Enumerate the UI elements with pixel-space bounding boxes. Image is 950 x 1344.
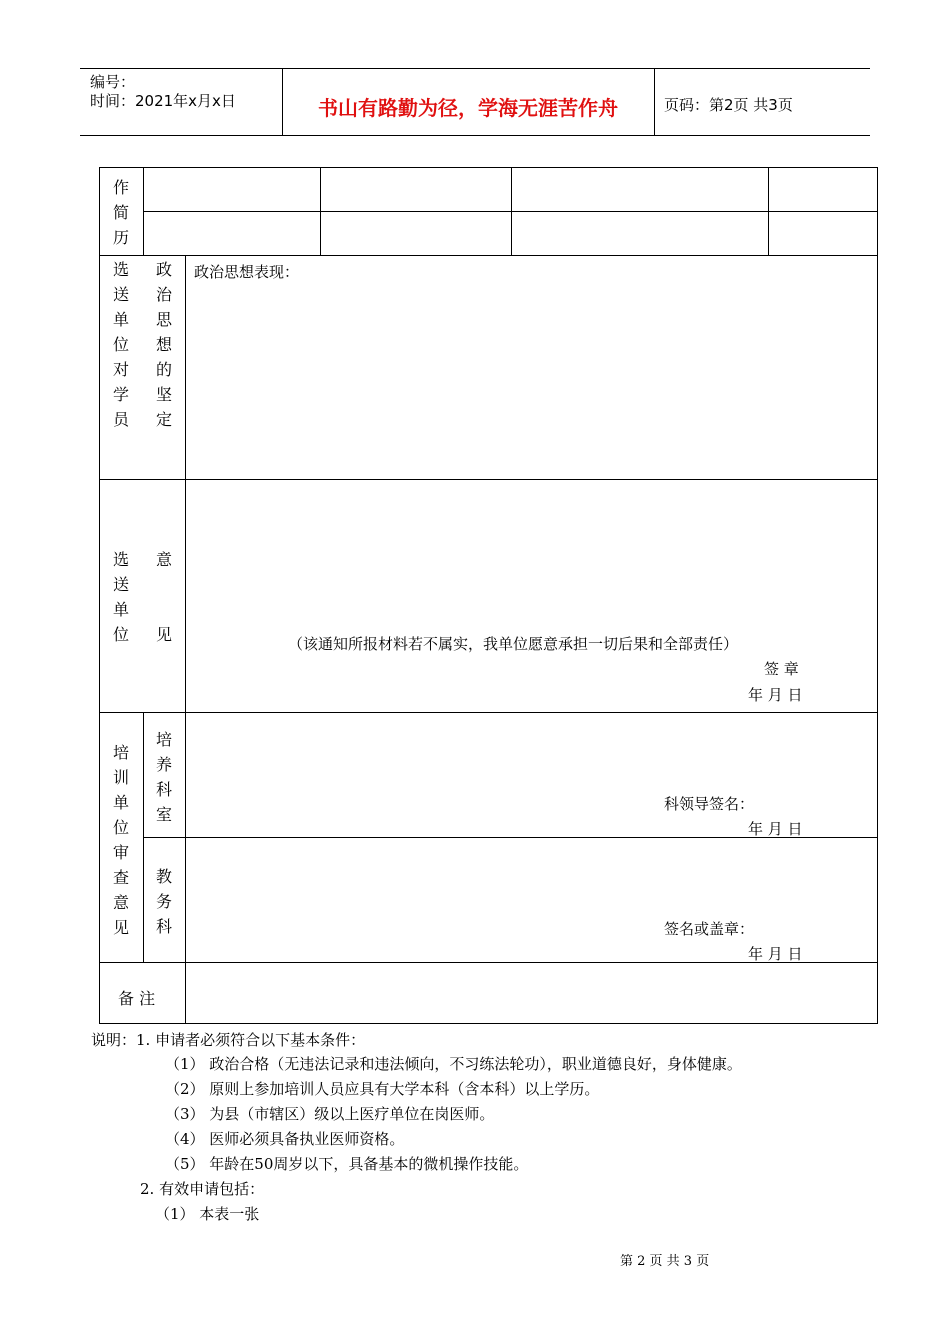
training-dept-label: 培 养 科 室 (155, 730, 172, 824)
table-rule (320, 167, 321, 255)
table-rule (185, 962, 186, 1023)
header-number-label: 编号： (90, 73, 136, 91)
condition-item: （3） 为县（市辖区）级以上医疗单位在岗医师。 (165, 1105, 495, 1123)
unit-opinion-label-left: 选 送 单 位 (112, 550, 129, 644)
header-top-rule (80, 68, 870, 69)
table-rule (185, 255, 186, 712)
date-label: 年 月 日 (748, 820, 803, 838)
condition-item: （5） 年龄在50周岁以下，具备基本的微机操作技能。 (165, 1155, 529, 1173)
table-rule (877, 167, 878, 1024)
header-divider (654, 68, 655, 136)
notes-item2: 2. 有效申请包括： (140, 1180, 265, 1198)
political-label-left: 选 送 单 位 对 学 员 (112, 260, 129, 429)
table-rule (99, 1023, 878, 1024)
sign-or-seal-label: 签名或盖章： (664, 920, 755, 938)
condition-item: （2） 原则上参加培训人员应具有大学本科（含本科）以上学历。 (165, 1080, 600, 1098)
table-rule (99, 479, 878, 480)
footer-page-number: 第 2 页 共 3 页 (620, 1254, 710, 1269)
resume-label: 作 简 历 (112, 178, 129, 247)
political-label-right: 政 治 思 想 的 坚 定 (155, 260, 172, 429)
table-rule (99, 712, 878, 713)
political-content-label: 政治思想表现： (194, 263, 300, 281)
date-label: 年 月 日 (748, 945, 803, 963)
table-rule (511, 167, 512, 255)
unit-opinion-label-right-top: 意 (155, 550, 172, 569)
review-label: 培 训 单 位 审 查 意 见 (112, 743, 129, 937)
condition-item: （1） 政治合格（无违法记录和违法倾向，不习练法轮功），职业道德良好，身体健康。 (165, 1055, 742, 1073)
table-rule (99, 255, 878, 256)
notes-item2-sub: （1） 本表一张 (155, 1205, 260, 1223)
header-motto: 书山有路勤为径，学海无涯苦作舟 (318, 96, 618, 120)
academic-dept-label: 教 务 科 (155, 867, 172, 936)
header-bottom-rule (80, 135, 870, 136)
date-label: 年 月 日 (748, 686, 803, 704)
condition-item: （4） 医师必须具备执业医师资格。 (165, 1130, 405, 1148)
table-rule (99, 167, 100, 1024)
notes-title: 说明：1. 申请者必须符合以下基本条件： (91, 1031, 366, 1049)
table-rule (99, 167, 878, 168)
seal-label: 签 章 (764, 660, 799, 678)
table-rule (143, 167, 144, 255)
table-rule (768, 167, 769, 255)
remarks-label: 备 注 (118, 989, 156, 1008)
unit-opinion-label-right-bottom: 见 (155, 625, 172, 644)
table-rule (143, 712, 144, 962)
dept-leader-sign-label: 科领导签名： (664, 795, 755, 813)
header-time-label: 时间：2021年x月x日 (90, 92, 236, 110)
header-page-info: 页码：第2页 共3页 (664, 96, 793, 114)
table-rule (185, 712, 186, 962)
unit-pledge-text: （该通知所报材料若不属实，我单位愿意承担一切后果和全部责任） (288, 635, 739, 653)
